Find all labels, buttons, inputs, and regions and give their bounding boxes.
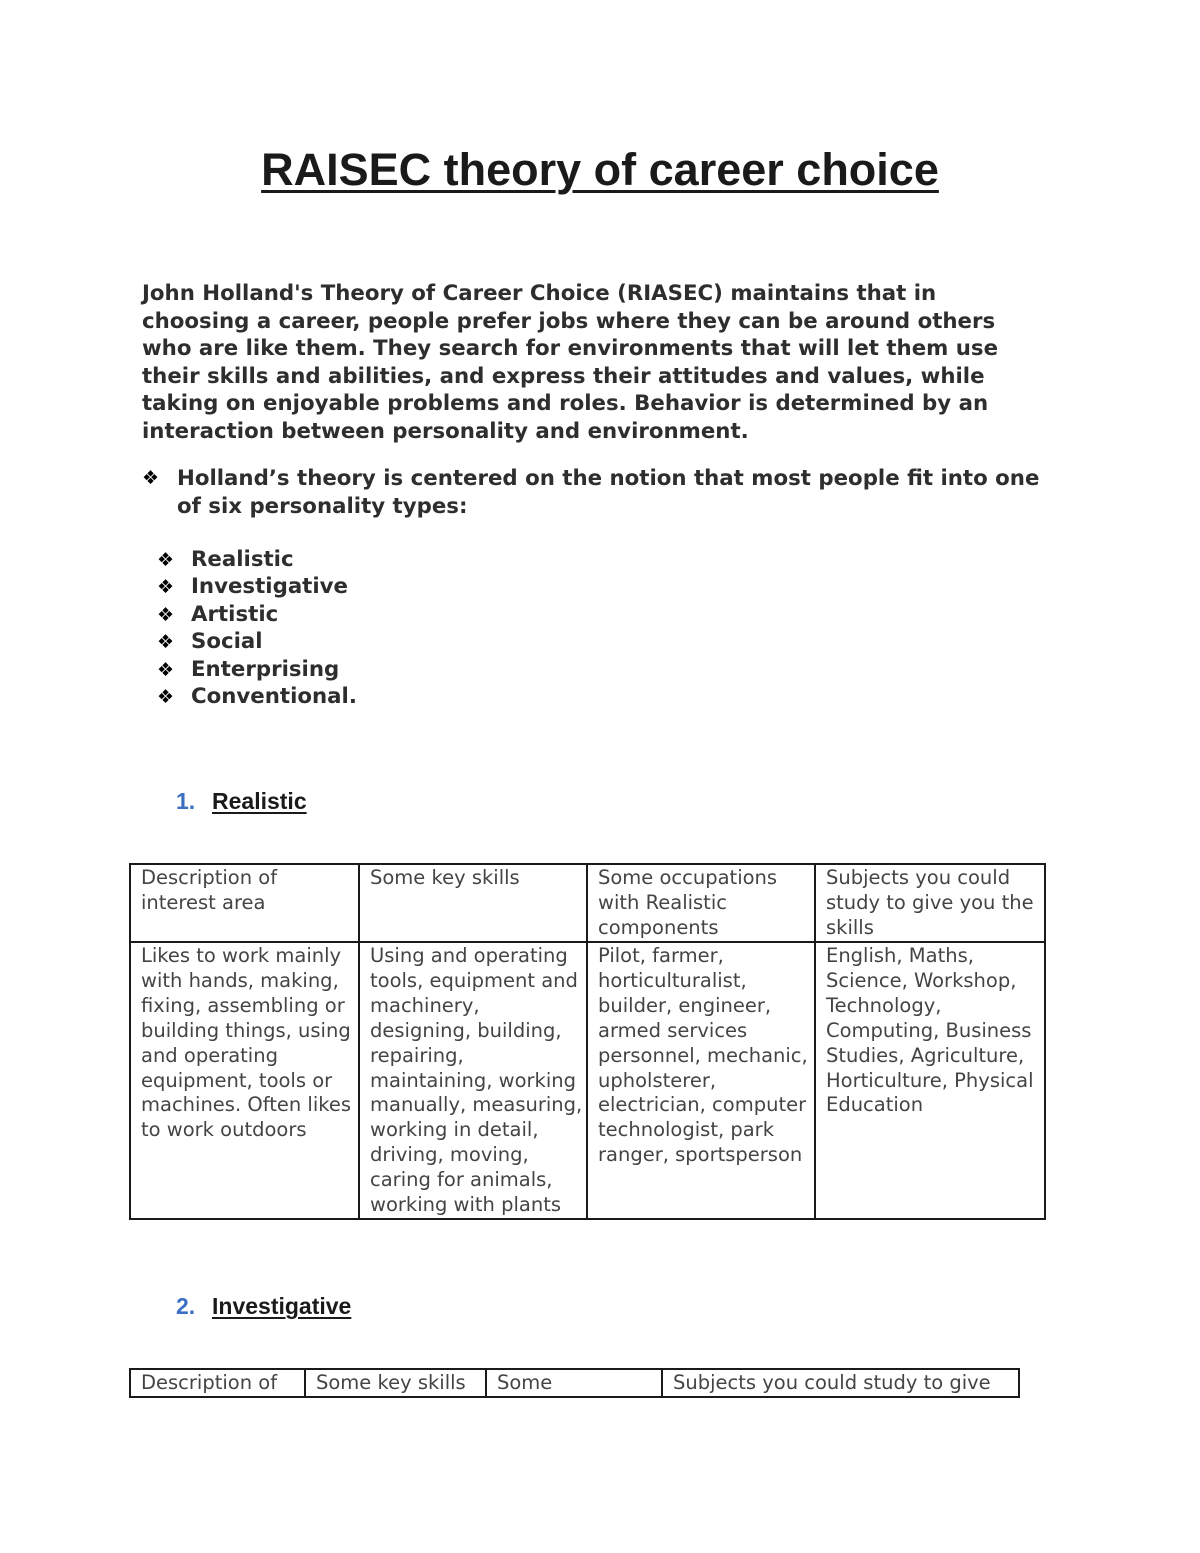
diamond-bullet-icon: ❖ <box>157 685 175 708</box>
table-cell: Using and operating tools, equipment and machinery, designing, building, repairing, maintaining, working manually, measuring, working in detail, driving, moving, caring for animals, working with plants <box>359 942 587 1219</box>
realistic-table <box>129 863 1046 1220</box>
notion-text: Holland’s theory is centered on the notion that most people fit into one of six personality types: <box>177 466 1040 519</box>
table-cell: English, Maths, Science, Workshop, Technology, Computing, Business Studies, Agriculture, Horticulture, Physical Education <box>815 942 1045 1219</box>
section-heading-investigative <box>176 1293 351 1320</box>
table-header-cell: Subjects you could study to give <box>662 1369 1019 1397</box>
table-header-cell: Description of interest area <box>130 864 359 942</box>
diamond-bullet-icon: ❖ <box>157 658 175 681</box>
table-cell: Likes to work mainly with hands, making, fixing, assembling or building things, using and operating equipment, tools or machines. Often likes to work outdoors <box>130 942 359 1219</box>
personality-types-list <box>157 546 357 710</box>
investigative-table <box>129 1368 1020 1398</box>
diamond-bullet-icon: ❖ <box>157 603 175 626</box>
diamond-bullet-icon: ❖ <box>142 467 160 489</box>
intro-paragraph: John Holland's Theory of Career Choice (RIASEC) maintains that in choosing a career, people prefer jobs where they can be around others who are like them. They search for environments that will let them use their skills and abilities, and express their attitudes and values, while taking on enjoyable problems and roles. Behavior is determined by an interaction between personality and environment. <box>142 281 999 444</box>
list-item: ❖ Conventional. <box>157 683 357 710</box>
section-label: Realistic <box>212 788 307 814</box>
document-title: RAISEC theory of career choice <box>261 144 939 195</box>
table-cell: Pilot, farmer, horticulturalist, builder, engineer, armed services personnel, mechanic, upholsterer, electrician, computer technologist, park ranger, sportsperson <box>587 942 815 1219</box>
list-item: ❖ Realistic <box>157 546 357 573</box>
table-header-cell: Some key skills <box>359 864 587 942</box>
list-item: ❖ Enterprising <box>157 656 357 683</box>
section-label: Investigative <box>212 1293 352 1319</box>
diamond-bullet-icon: ❖ <box>157 576 175 599</box>
notion-bullet <box>142 465 1042 520</box>
list-item: ❖ Artistic <box>157 601 357 628</box>
section-number: 1. <box>176 788 196 814</box>
table-header-cell: Subjects you could study to give you the skills <box>815 864 1045 942</box>
section-number: 2. <box>176 1293 196 1319</box>
table-header-cell: Some occupations with Realistic components <box>587 864 815 942</box>
list-item: ❖ Investigative <box>157 573 357 600</box>
table-header-cell: Some key skills <box>305 1369 486 1397</box>
table-header-row <box>130 864 1045 942</box>
table-row <box>130 942 1045 1219</box>
diamond-bullet-icon: ❖ <box>157 631 175 654</box>
section-heading-realistic <box>176 788 307 815</box>
table-header-cell: Some <box>486 1369 662 1397</box>
list-item: ❖ Social <box>157 628 357 655</box>
table-header-row <box>130 1369 1019 1397</box>
diamond-bullet-icon: ❖ <box>157 549 175 571</box>
table-header-cell: Description of <box>130 1369 305 1397</box>
